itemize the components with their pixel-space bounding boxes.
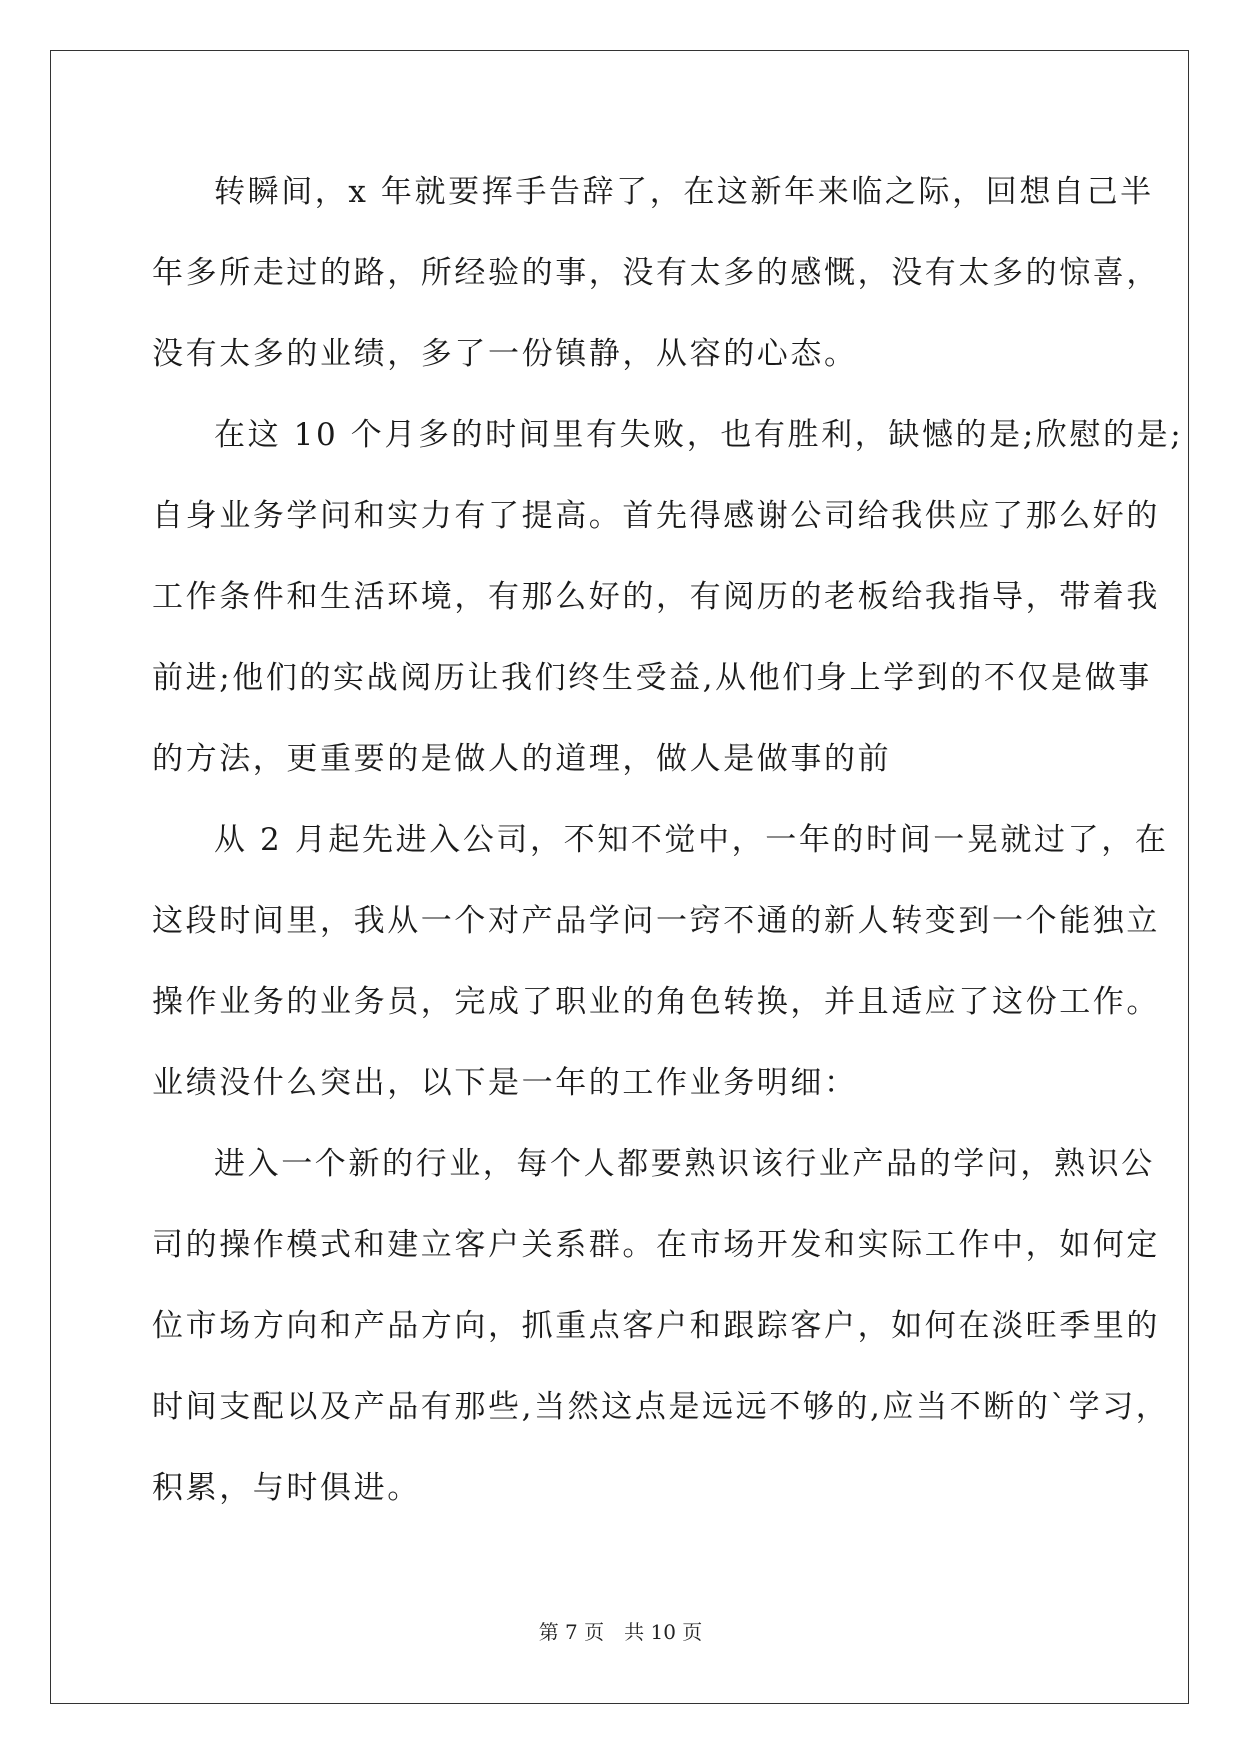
text-line: 前进;他们的实战阅历让我们终生受益,从他们身上学到的不仅是做事 bbox=[152, 660, 1152, 696]
text-line: 没有太多的业绩，多了一份镇静，从容的心态。 bbox=[152, 336, 858, 372]
page-total: 共 10 页 bbox=[624, 1620, 703, 1644]
text-line: 司的操作模式和建立客户关系群。在市场开发和实际工作中，如何定 bbox=[152, 1227, 1160, 1263]
text-line: 时间支配以及产品有那些,当然这点是远远不够的,应当不断的`学习， bbox=[152, 1389, 1170, 1425]
text-line: 操作业务的业务员，完成了职业的角色转换，并且适应了这份工作。 bbox=[152, 984, 1160, 1020]
text-line: 从 2 月起先进入公司，不知不觉中，一年的时间一晃就过了，在 bbox=[214, 822, 1169, 858]
text-line: 业绩没什么突出，以下是一年的工作业务明细： bbox=[152, 1065, 858, 1101]
text-line: 工作条件和生活环境，有那么好的，有阅历的老板给我指导，带着我 bbox=[152, 579, 1160, 615]
page-footer bbox=[0, 1620, 1241, 1644]
text-line: 位市场方向和产品方向，抓重点客户和跟踪客户，如何在淡旺季里的 bbox=[152, 1308, 1160, 1344]
document-body bbox=[152, 160, 1184, 1537]
text-line: 进入一个新的行业，每个人都要熟识该行业产品的学问，熟识公 bbox=[214, 1146, 1155, 1182]
text-line: 在这 10 个月多的时间里有失败，也有胜利，缺憾的是;欣慰的是; bbox=[214, 417, 1184, 453]
text-line: 的方法，更重要的是做人的道理，做人是做事的前 bbox=[152, 741, 892, 777]
text-line: 年多所走过的路，所经验的事，没有太多的感慨，没有太多的惊喜， bbox=[152, 255, 1160, 291]
text-line: 积累，与时俱进。 bbox=[152, 1470, 421, 1506]
text-line: 这段时间里，我从一个对产品学问一窍不通的新人转变到一个能独立 bbox=[152, 903, 1160, 939]
text-line: 自身业务学问和实力有了提高。首先得感谢公司给我供应了那么好的 bbox=[152, 498, 1160, 534]
text-line: 转瞬间，x 年就要挥手告辞了，在这新年来临之际，回想自己半 bbox=[214, 174, 1154, 210]
page-number: 第 7 页 bbox=[538, 1620, 605, 1644]
